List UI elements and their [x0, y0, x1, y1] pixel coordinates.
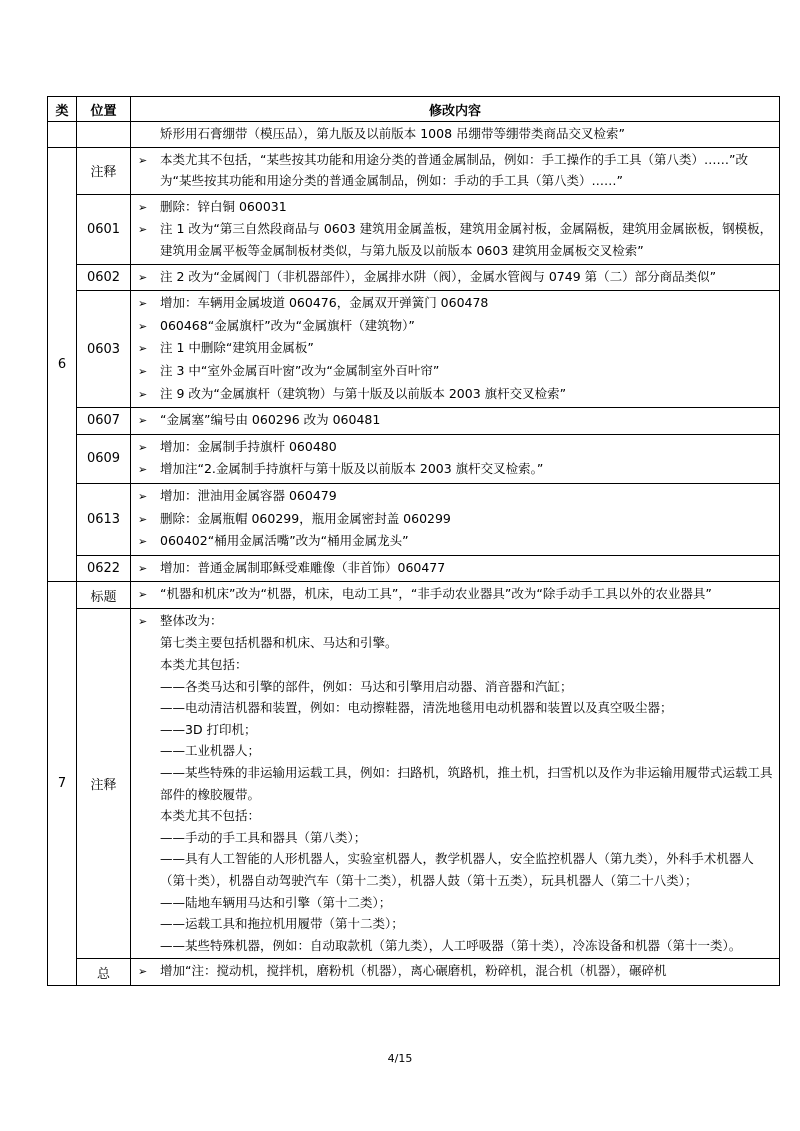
list-item: ➢ 注 9 改为“金属旗杆（建筑物）与第十版及以前版本 2003 旗杆交叉检索”	[138, 383, 773, 406]
position-cell: 注释	[77, 608, 131, 959]
continuation-text: 矫形用石膏绷带（模压品），第九版及以前版本 1008 吊绷带等绷带类商品交叉检索”	[160, 126, 625, 141]
table-row	[48, 555, 780, 582]
list-item: ➢ 整体改为：	[138, 610, 773, 633]
list-item: ➢ 增加：泄油用金属容器 060479	[138, 485, 773, 508]
arrow-bullet-icon	[138, 583, 160, 606]
note-line: ——具有人工智能的人形机器人，实验室机器人，教学机器人，安全监控机器人（第九类），外科手术机器人（第十类），机器自动驾驶汽车（第十二类），机器人鼓（第十五类），玩具机器人（第二十八类）；	[160, 851, 754, 888]
arrow-bullet-icon	[138, 218, 160, 241]
position-cell: 总	[77, 959, 131, 986]
note-line: ——手动的手工具和器具（第八类）；	[160, 829, 367, 845]
list-item: ➢ 增加：车辆用金属坡道 060476，金属双开弹簧门 060478	[138, 292, 773, 315]
arrow-bullet-icon	[138, 485, 160, 508]
arrow-bullet-icon	[138, 266, 160, 289]
table-row	[48, 264, 780, 291]
arrow-bullet-icon	[138, 196, 160, 219]
header-position: 位置	[77, 97, 131, 122]
note-line: ——各类马达和引擎的部件，例如：马达和引擎用启动器、消音器和汽缸；	[160, 678, 573, 694]
table-row	[48, 408, 780, 435]
table-row	[48, 194, 780, 264]
list-item: ➢ 删除：锌白铜 060031	[138, 196, 773, 219]
table-row	[48, 483, 780, 555]
header-row	[48, 97, 780, 122]
arrow-bullet-icon	[138, 458, 160, 481]
note-line: 第七类主要包括机器和机床、马达和引擎。	[160, 635, 398, 651]
list-item: ➢ 060402“桶用金属活嘴”改为“桶用金属龙头”	[138, 530, 773, 553]
note-line: 本类尤其包括：	[160, 657, 248, 673]
list-item: ➢ 本类尤其不包括，“某些按其功能和用途分类的普通金属制品，例如：手工操作的手工具（第八类）……”改为“某些按其功能和用途分类的普通金属制品，例如：手动的手工具（第八类）……”	[138, 149, 773, 192]
class-number: 7	[48, 582, 77, 986]
list-item: ➢ “金属塞”编号由 060296 改为 060481	[138, 409, 773, 432]
list-item: ➢ 增加注“2.金属制手持旗杆与第十版及以前版本 2003 旗杆交叉检索。”	[138, 458, 773, 481]
table-row	[48, 582, 780, 609]
arrow-bullet-icon	[138, 610, 160, 633]
position-cell: 0607	[77, 408, 131, 435]
table-row	[48, 291, 780, 408]
position-cell: 标题	[77, 582, 131, 609]
header-class: 类	[48, 97, 77, 122]
arrow-bullet-icon	[138, 315, 160, 338]
position-cell: 0609	[77, 434, 131, 483]
arrow-bullet-icon	[138, 409, 160, 432]
position-cell: 注释	[77, 147, 131, 194]
page-number: 4/15	[387, 1052, 413, 1065]
position-cell: 0602	[77, 264, 131, 291]
list-item: ➢ “机器和机床”改为“机器，机床，电动工具”，“非手动农业器具”改为“除手动手工具以外的农业器具”	[138, 583, 773, 606]
table-row	[48, 608, 780, 959]
arrow-bullet-icon	[138, 149, 160, 172]
note-line: ——电动清洁机器和装置，例如：电动擦鞋器，清洗地毯用电动机器和装置以及真空吸尘器；	[160, 700, 673, 716]
arrow-bullet-icon	[138, 383, 160, 406]
list-item: ➢ 增加：普通金属制耶稣受难雕像（非首饰）060477	[138, 557, 773, 580]
list-item: ➢ 060468“金属旗杆”改为“金属旗杆（建筑物）”	[138, 315, 773, 338]
position-cell: 0603	[77, 291, 131, 408]
note-line: ——某些特殊机器，例如：自动取款机（第九类），人工呼吸器（第十类），冷冻设备和机器（第十一类）。	[160, 937, 742, 953]
note-line: ——工业机器人；	[160, 743, 261, 759]
table-row	[48, 434, 780, 483]
list-item: ➢ 注 1 中删除“建筑用金属板”	[138, 337, 773, 360]
position-cell: 0613	[77, 483, 131, 555]
note-line: ——运载工具和拖拉机用履带（第十二类）；	[160, 916, 404, 932]
arrow-bullet-icon	[138, 436, 160, 459]
note-line: ——陆地车辆用马达和引擎（第十二类）；	[160, 894, 392, 910]
list-item: ➢ 增加：金属制手持旗杆 060480	[138, 436, 773, 459]
table-row	[48, 147, 780, 194]
list-item: ➢ 注 2 改为“金属阀门（非机器部件），金属排水阱（阀），金属水管阀与 0749 第（二）部分商品类似”	[138, 266, 773, 289]
arrow-bullet-icon	[138, 508, 160, 531]
class-number: 6	[48, 147, 77, 582]
list-item: ➢ 增加“注：搅动机，搅拌机，磨粉机（机器），离心碾磨机，粉碎机，混合机（机器），碾碎机	[138, 960, 773, 983]
position-cell: 0622	[77, 555, 131, 582]
amendment-table	[47, 96, 780, 986]
list-item: ➢ 注 3 中“室外金属百叶窗”改为“金属制室外百叶帘”	[138, 360, 773, 383]
list-item: ➢ 注 1 改为“第三自然段商品与 0603 建筑用金属盖板，建筑用金属衬板，金属隔板，建筑用金属嵌板，钢模板，建筑用金属平板等金属制板材类似，与第九版及以前版本 0603 建筑用金属板交叉检索”	[138, 218, 773, 261]
arrow-bullet-icon	[138, 960, 160, 983]
arrow-bullet-icon	[138, 360, 160, 383]
table-row	[48, 959, 780, 986]
arrow-bullet-icon	[138, 557, 160, 580]
note-line: 本类尤其不包括：	[160, 808, 261, 824]
arrow-bullet-icon	[138, 292, 160, 315]
arrow-bullet-icon	[138, 530, 160, 553]
list-item: ➢ 删除：金属瓶帽 060299，瓶用金属密封盖 060299	[138, 508, 773, 531]
note-line: ——某些特殊的非运输用运载工具，例如：扫路机，筑路机，推土机，扫雪机以及作为非运输用履带式运载工具部件的橡胶履带。	[160, 765, 773, 802]
position-cell: 0601	[77, 194, 131, 264]
note-line: ——3D 打印机；	[160, 721, 257, 737]
arrow-bullet-icon	[138, 337, 160, 360]
header-content: 修改内容	[131, 97, 780, 122]
continuation-row	[48, 122, 780, 148]
